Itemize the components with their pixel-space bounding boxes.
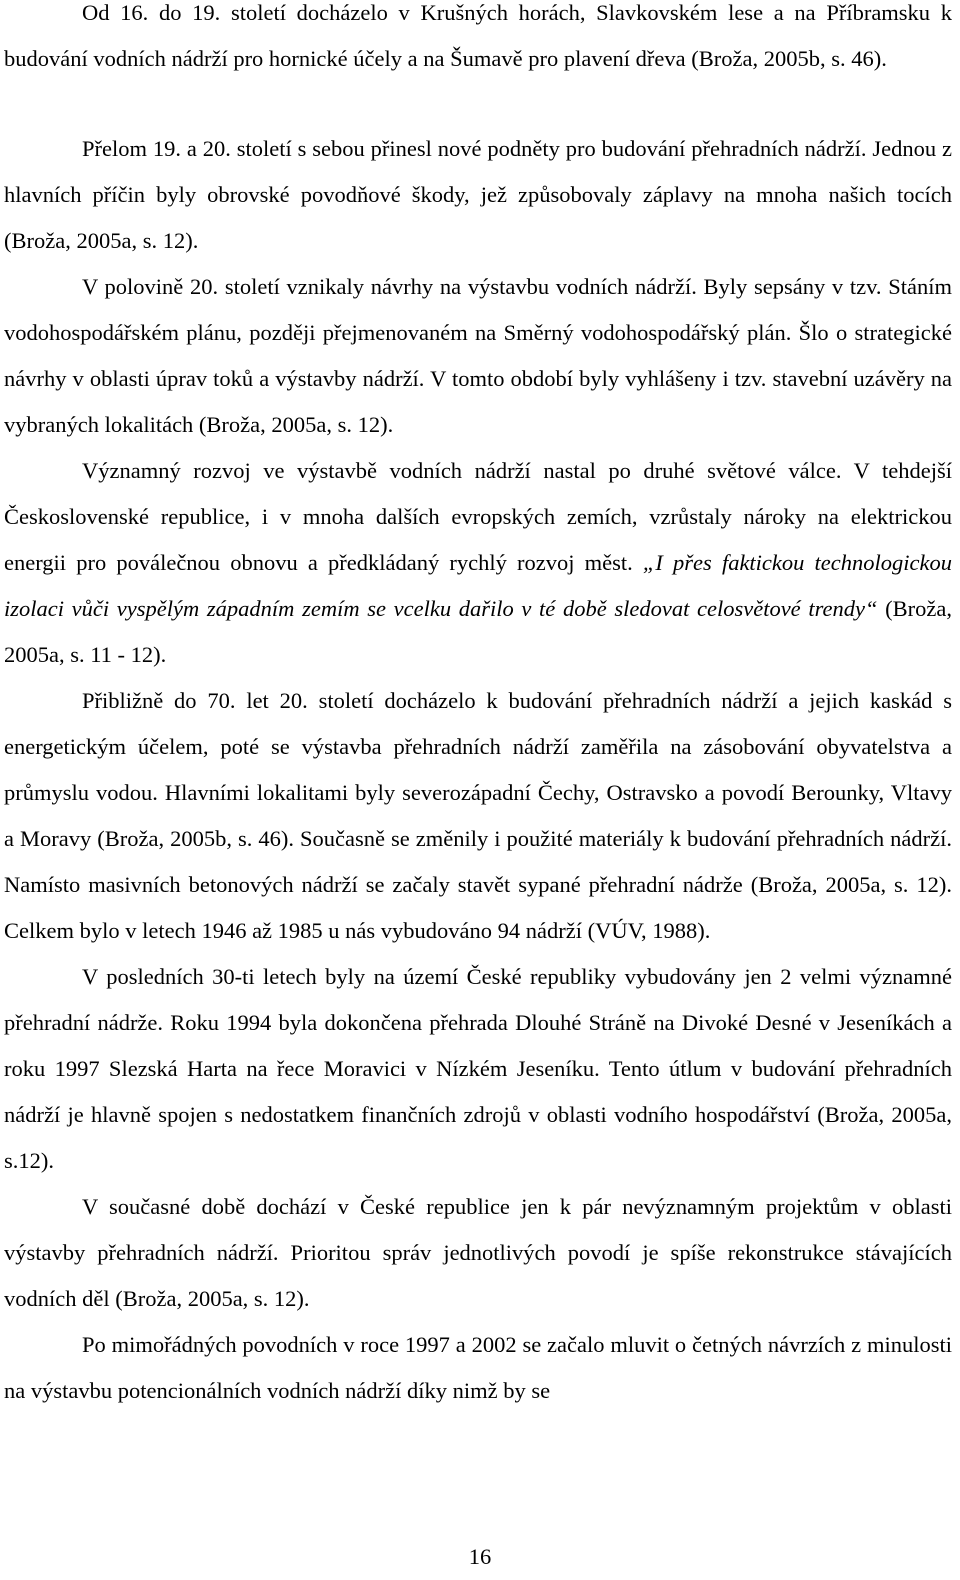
paragraph-4-text: Významný rozvoj ve výstavbě vodních nádrží nastal po druhé světové válce. V tehdejší Československé republice, i v mnoha dalších evropských zemích, vzrůstaly nároky na elektrickou energii pro poválečnou obnovu a předkládaný rychlý rozvoj měst. xyxy=(4,458,952,575)
citation: (Broža, 2005a, s. 11 - 12). xyxy=(4,596,953,667)
quotation: „I přes faktickou technologickou izolaci vůči vyspělým západním zemím se vcelku dařilo v té době sledovat celosvětové trendy“ xyxy=(4,550,953,621)
paragraph-5: Přibližně do 70. let 20. století docházelo k budování přehradních nádrží a jejich kaskád s energetickým účelem, poté se výstavba přehradních nádrží zaměřila na zásobování obyvatelstva a průmyslu vodou. Hlavními lokalitami byly severozápadní Čechy, Ostravsko a povodí Berounky, Vltavy a Moravy (Broža, 2005b, s. 46). Současně se změnily i použité materiály k budování přehradních nádrží. Namísto masivních betonových nádrží se začaly stavět sypané přehradní nádrže (Broža, 2005a, s. 12). Celkem bylo v letech 1946 až 1985 u nás vybudováno 94 nádrží (VÚV, 1988). xyxy=(4,688,952,943)
paragraph-1: Od 16. do 19. století docházelo v Krušných horách, Slavkovském lese a na Příbramsku k budování vodních nádrží pro hornické účely a na Šumavě pro plavení dřeva (Brožа, 2005b, s. 46). xyxy=(4,0,952,71)
text-block-top xyxy=(4,0,952,82)
paragraph-7: V současné době dochází v České republice jen k pár nevýznamným projektům v oblasti výstavby přehradních nádrží. Prioritou správ jednotlivých povodí je spíše rekonstrukce stávajících vodních děl (Broža, 2005a, s. 12). xyxy=(4,1194,952,1311)
paragraph-6: V posledních 30-ti letech byly na území České republiky vybudovány jen 2 velmi významné přehradní nádrže. Roku 1994 byla dokončena přehrada Dlouhé Stráně na Divoké Desné v Jeseníkách a roku 1997 Slezská Harta na řece Moravici v Nízkém Jeseníku. Tento útlum v budování přehradních nádrží je hlavně spojen s nedostatkem finančních zdrojů v oblasti vodního hospodářství (Broža, 2005a, s.12). xyxy=(4,964,952,1173)
paragraph-4 xyxy=(4,448,952,678)
text-block-body xyxy=(4,126,952,1414)
page-number: 16 xyxy=(468,1544,492,1569)
paragraph-8: Po mimořádných povodních v roce 1997 a 2002 se začalo mluvit o četných návrzích z minulosti na výstavbu potencionálních vodních nádrží díky nimž by se xyxy=(4,1332,952,1403)
paragraph-2: Přelom 19. a 20. století s sebou přinesl nové podněty pro budování přehradních nádrží. Jednou z hlavních příčin byly obrovské povodňové škody, jež způsobovaly záplavy na mnoha našich tocích (Broža, 2005a, s. 12). xyxy=(4,136,952,253)
paragraph-3: V polovině 20. století vznikaly návrhy na výstavbu vodních nádrží. Byly sepsány v tzv. Stáním vodohospodářském plánu, později přejmenovaném na Směrný vodohospodářský plán. Šlo o strategické návrhy v oblasti úprav toků a výstavby nádrží. V tomto období byly vyhlášeny i tzv. stavební uzávěry na vybraných lokalitách (Broža, 2005a, s. 12). xyxy=(4,274,952,437)
